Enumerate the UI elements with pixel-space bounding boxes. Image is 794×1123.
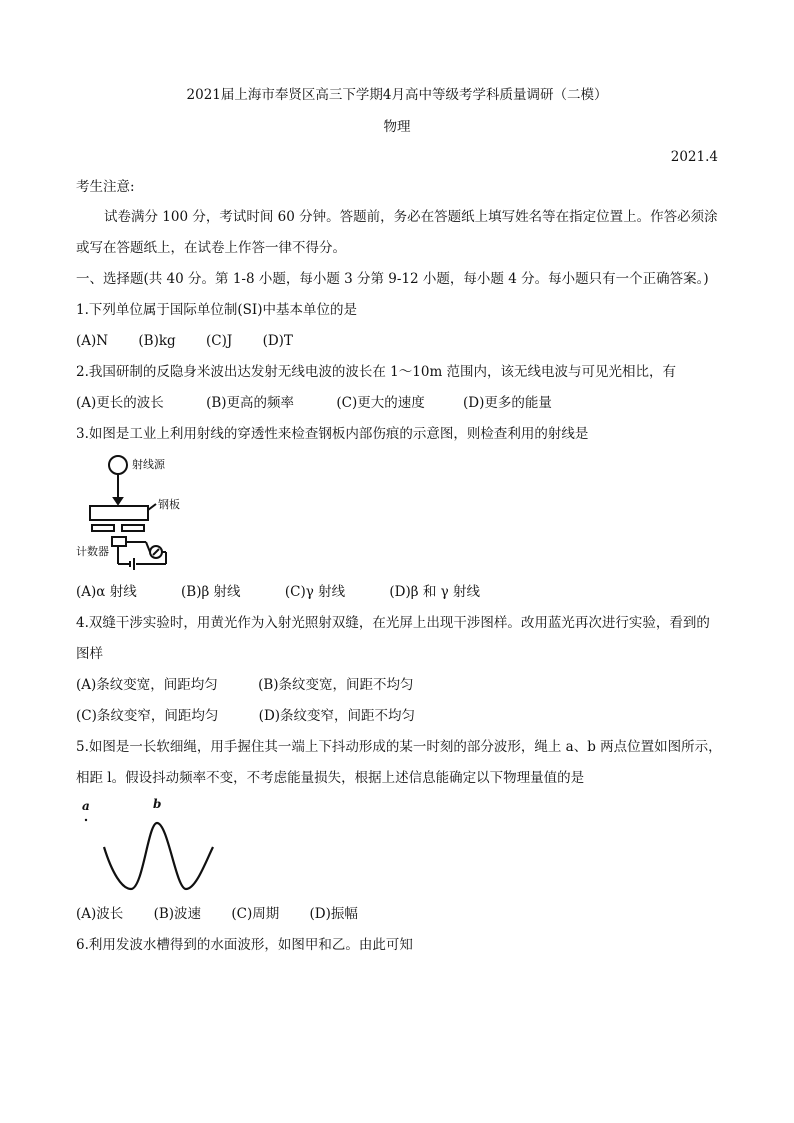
question-1-stem: 1.下列单位属于国际单位制(SI)中基本单位的是 (76, 302, 357, 318)
exam-date: 2021.4 (670, 149, 718, 165)
question-6-stem: 6.利用发波水槽得到的水面波形，如图甲和乙。由此可知 (76, 937, 413, 953)
subject-title: 物理 (383, 119, 411, 135)
counter-label: 计数器 (76, 545, 109, 558)
option-a: (A)α 射线 (76, 584, 137, 600)
option-b: (B)更高的频率 (206, 395, 295, 411)
question-4-options-row-2 (76, 707, 441, 725)
option-d: (D)更多的能量 (463, 395, 552, 411)
option-b: (B)波速 (153, 906, 202, 922)
option-b: (B)kg (138, 333, 176, 349)
option-b: (B)β 射线 (181, 584, 241, 600)
option-a: (A)条纹变宽，间距均匀 (76, 677, 218, 693)
option-c: (C)γ 射线 (284, 584, 346, 600)
question-3-stem: 3.如图是工业上利用射线的穿透性来检查钢板内部伤痕的示意图，则检查利用的射线是 (76, 426, 589, 442)
rope-wave-diagram (76, 795, 226, 895)
option-c: (C)更大的速度 (336, 395, 425, 411)
wave-figure (76, 795, 226, 895)
question-5-stem-line-1: 5.如图是一长软细绳，用手握住其一端上下抖动形成的某一时刻的部分波形，绳上 a、b 两点位置如图所示， (76, 739, 722, 755)
option-d: (D)条纹变窄，间距不均匀 (258, 708, 416, 724)
notice-heading: 考生注意: (76, 179, 135, 195)
option-b: (B)条纹变宽，间距不均匀 (258, 677, 414, 693)
steel-plate-figure (76, 452, 186, 572)
section-heading: 一、选择题(共 40 分。第 1-8 小题，每小题 3 分第 9-12 小题，每小题 4 分。每小题只有一个正确答案。) (76, 271, 709, 287)
question-4-stem-line-1: 4.双缝干涉实验时，用黄光作为入射光照射双缝，在光屏上出现干涉图样。改用蓝光再次进行实验，看到的 (76, 615, 710, 631)
question-5-options (76, 905, 384, 923)
notice-line-1: 试卷满分 100 分，考试时间 60 分钟。答题前，务必在答题纸上填写姓名等在指定位置上。作答必须涂 (104, 209, 718, 225)
option-a: (A)N (76, 333, 109, 349)
notice-line-2: 或写在答题纸上，在试卷上作答一律不得分。 (76, 240, 346, 256)
plate-label: 钢板 (158, 498, 180, 511)
exam-title: 2021届上海市奉贤区高三下学期4月高中等级考学科质量调研（二模） (186, 87, 608, 103)
point-b-label: b (153, 797, 162, 811)
question-2-stem: 2.我国研制的反隐身米波出达发射无线电波的波长在 1～10m 范围内，该无线电波与可见光相比，有 (76, 364, 677, 380)
option-d: (D)β 和 γ 射线 (389, 584, 480, 600)
option-d: (D)振幅 (309, 906, 358, 922)
question-4-options-row-1 (76, 676, 440, 694)
option-a: (A)更长的波长 (76, 395, 164, 411)
question-5-stem-line-2: 相距 l。假设抖动频率不变，不考虑能量损失，根据上述信息能确定以下物理量值的是 (76, 770, 585, 786)
option-a: (A)波长 (76, 906, 124, 922)
option-c: (C)周期 (231, 906, 280, 922)
question-4-stem-line-2: 图样 (76, 646, 103, 662)
question-1-options (76, 332, 319, 350)
source-label: 射线源 (132, 458, 165, 471)
option-c: (C)条纹变窄，间距均匀 (76, 708, 219, 724)
option-c: (C)J (205, 333, 233, 349)
point-a-label: a (82, 799, 90, 813)
question-2-options (76, 394, 578, 412)
option-d: (D)T (262, 333, 293, 349)
question-3-options (76, 583, 506, 601)
